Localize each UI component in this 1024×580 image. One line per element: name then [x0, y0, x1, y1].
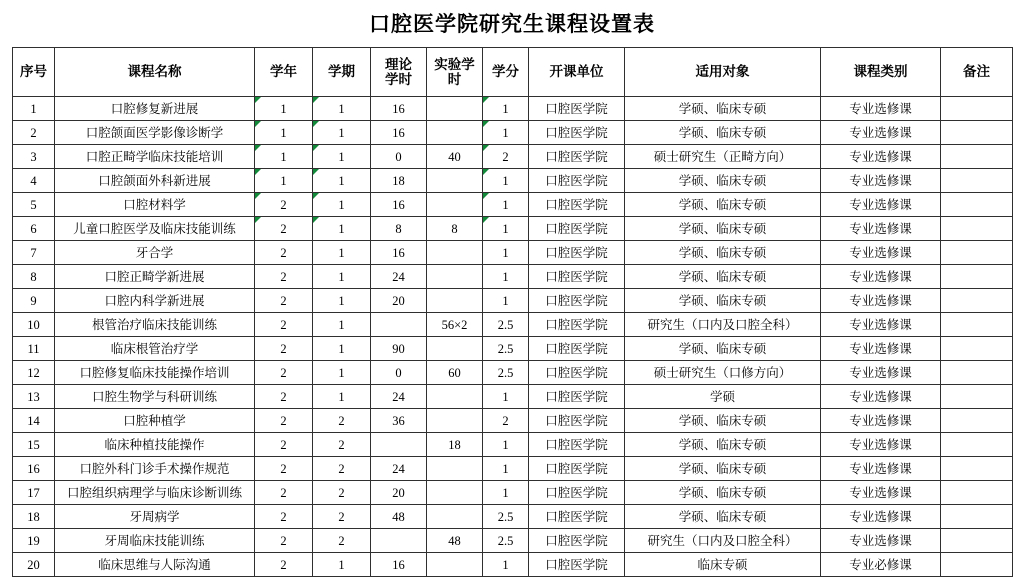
cell-course-name: 根管治疗临床技能训练	[55, 313, 255, 337]
cell-credit: 1	[483, 121, 529, 145]
cell-course-name: 临床思维与人际沟通	[55, 553, 255, 577]
cell-theory-hours: 8	[371, 217, 427, 241]
cell-year: 2	[255, 265, 313, 289]
cell-course-type: 专业选修课	[821, 529, 941, 553]
cell-no: 10	[13, 313, 55, 337]
cell-term: 2	[313, 481, 371, 505]
cell-credit: 1	[483, 193, 529, 217]
cell-course-name: 口腔正畸学临床技能培训	[55, 145, 255, 169]
cell-remark	[941, 313, 1013, 337]
table-row	[13, 457, 1013, 481]
cell-course-type: 专业选修课	[821, 289, 941, 313]
cell-theory-hours: 16	[371, 241, 427, 265]
cell-credit: 1	[483, 553, 529, 577]
cell-target: 学硕、临床专硕	[625, 457, 821, 481]
cell-remark	[941, 457, 1013, 481]
cell-credit: 1	[483, 433, 529, 457]
column-header-credit: 学分	[483, 48, 529, 97]
cell-department: 口腔医学院	[529, 193, 625, 217]
cell-course-type: 专业选修课	[821, 505, 941, 529]
cell-no: 5	[13, 193, 55, 217]
cell-course-name: 牙周临床技能训练	[55, 529, 255, 553]
cell-year: 2	[255, 193, 313, 217]
cell-no: 4	[13, 169, 55, 193]
cell-theory-hours	[371, 529, 427, 553]
cell-target: 学硕、临床专硕	[625, 433, 821, 457]
cell-target: 学硕、临床专硕	[625, 409, 821, 433]
cell-theory-hours: 36	[371, 409, 427, 433]
table-row	[13, 385, 1013, 409]
cell-credit: 2.5	[483, 505, 529, 529]
cell-remark	[941, 169, 1013, 193]
cell-target: 学硕、临床专硕	[625, 289, 821, 313]
cell-course-name: 口腔组织病理学与临床诊断训练	[55, 481, 255, 505]
cell-experiment-hours	[427, 169, 483, 193]
cell-course-type: 专业选修课	[821, 241, 941, 265]
cell-department: 口腔医学院	[529, 433, 625, 457]
cell-theory-hours: 24	[371, 265, 427, 289]
cell-year: 2	[255, 337, 313, 361]
cell-no: 6	[13, 217, 55, 241]
cell-credit: 2.5	[483, 313, 529, 337]
cell-experiment-hours	[427, 193, 483, 217]
cell-experiment-hours	[427, 481, 483, 505]
cell-credit: 1	[483, 481, 529, 505]
cell-course-type: 专业选修课	[821, 361, 941, 385]
cell-term: 2	[313, 457, 371, 481]
cell-year: 2	[255, 529, 313, 553]
cell-term: 1	[313, 385, 371, 409]
cell-no: 16	[13, 457, 55, 481]
cell-experiment-hours	[427, 121, 483, 145]
cell-remark	[941, 145, 1013, 169]
cell-course-name: 牙合学	[55, 241, 255, 265]
cell-target: 硕士研究生（正畸方向）	[625, 145, 821, 169]
cell-target: 学硕、临床专硕	[625, 337, 821, 361]
cell-course-type: 专业必修课	[821, 553, 941, 577]
cell-term: 1	[313, 313, 371, 337]
cell-theory-hours: 90	[371, 337, 427, 361]
column-header-name: 课程名称	[55, 48, 255, 97]
cell-no: 14	[13, 409, 55, 433]
cell-term: 1	[313, 553, 371, 577]
cell-experiment-hours	[427, 241, 483, 265]
cell-credit: 1	[483, 241, 529, 265]
cell-department: 口腔医学院	[529, 457, 625, 481]
cell-theory-hours: 20	[371, 481, 427, 505]
cell-department: 口腔医学院	[529, 361, 625, 385]
cell-year: 1	[255, 169, 313, 193]
cell-department: 口腔医学院	[529, 409, 625, 433]
cell-experiment-hours	[427, 289, 483, 313]
column-header-term: 学期	[313, 48, 371, 97]
table-row	[13, 337, 1013, 361]
cell-year: 2	[255, 241, 313, 265]
cell-remark	[941, 289, 1013, 313]
cell-no: 1	[13, 97, 55, 121]
cell-no: 13	[13, 385, 55, 409]
cell-term: 2	[313, 505, 371, 529]
table-row	[13, 145, 1013, 169]
cell-theory-hours: 16	[371, 193, 427, 217]
table-row	[13, 481, 1013, 505]
cell-theory-hours: 48	[371, 505, 427, 529]
column-header-experiment-line1: 实验学	[434, 56, 475, 72]
column-header-year: 学年	[255, 48, 313, 97]
cell-experiment-hours	[427, 337, 483, 361]
cell-course-name: 口腔修复新进展	[55, 97, 255, 121]
cell-experiment-hours	[427, 409, 483, 433]
table-row	[13, 265, 1013, 289]
cell-department: 口腔医学院	[529, 169, 625, 193]
page-title: 口腔医学院研究生课程设置表	[369, 12, 655, 36]
cell-credit: 1	[483, 457, 529, 481]
cell-term: 1	[313, 361, 371, 385]
cell-experiment-hours	[427, 457, 483, 481]
cell-experiment-hours: 56×2	[427, 313, 483, 337]
cell-department: 口腔医学院	[529, 217, 625, 241]
cell-course-type: 专业选修课	[821, 313, 941, 337]
cell-theory-hours: 0	[371, 145, 427, 169]
cell-remark	[941, 409, 1013, 433]
cell-course-name: 口腔颌面医学影像诊断学	[55, 121, 255, 145]
cell-year: 2	[255, 505, 313, 529]
cell-year: 2	[255, 553, 313, 577]
table-row	[13, 313, 1013, 337]
cell-no: 18	[13, 505, 55, 529]
cell-term: 2	[313, 409, 371, 433]
cell-term: 1	[313, 193, 371, 217]
cell-remark	[941, 337, 1013, 361]
cell-course-type: 专业选修课	[821, 433, 941, 457]
cell-course-name: 口腔生物学与科研训练	[55, 385, 255, 409]
cell-term: 1	[313, 217, 371, 241]
cell-course-type: 专业选修课	[821, 145, 941, 169]
cell-experiment-hours	[427, 385, 483, 409]
cell-theory-hours	[371, 433, 427, 457]
cell-remark	[941, 553, 1013, 577]
cell-theory-hours: 20	[371, 289, 427, 313]
cell-credit: 1	[483, 289, 529, 313]
cell-course-name: 口腔材料学	[55, 193, 255, 217]
cell-year: 2	[255, 217, 313, 241]
cell-department: 口腔医学院	[529, 313, 625, 337]
cell-course-name: 口腔内科学新进展	[55, 289, 255, 313]
cell-department: 口腔医学院	[529, 337, 625, 361]
table-header-row	[13, 48, 1013, 97]
cell-remark	[941, 529, 1013, 553]
cell-target: 学硕、临床专硕	[625, 265, 821, 289]
cell-term: 1	[313, 241, 371, 265]
cell-course-type: 专业选修课	[821, 193, 941, 217]
table-row	[13, 433, 1013, 457]
cell-experiment-hours: 40	[427, 145, 483, 169]
cell-remark	[941, 433, 1013, 457]
table-row	[13, 529, 1013, 553]
cell-experiment-hours	[427, 505, 483, 529]
cell-course-type: 专业选修课	[821, 337, 941, 361]
cell-experiment-hours: 60	[427, 361, 483, 385]
cell-department: 口腔医学院	[529, 241, 625, 265]
cell-remark	[941, 505, 1013, 529]
cell-course-name: 口腔外科门诊手术操作规范	[55, 457, 255, 481]
cell-course-type: 专业选修课	[821, 457, 941, 481]
cell-course-type: 专业选修课	[821, 265, 941, 289]
cell-term: 1	[313, 145, 371, 169]
cell-target: 临床专硕	[625, 553, 821, 577]
cell-remark	[941, 241, 1013, 265]
cell-theory-hours: 16	[371, 121, 427, 145]
cell-term: 1	[313, 169, 371, 193]
cell-term: 1	[313, 265, 371, 289]
cell-course-name: 口腔修复临床技能操作培训	[55, 361, 255, 385]
table-row	[13, 97, 1013, 121]
cell-theory-hours: 24	[371, 385, 427, 409]
cell-experiment-hours	[427, 265, 483, 289]
cell-no: 2	[13, 121, 55, 145]
column-header-theory-line2: 学时	[385, 72, 412, 88]
cell-department: 口腔医学院	[529, 385, 625, 409]
cell-credit: 1	[483, 265, 529, 289]
cell-department: 口腔医学院	[529, 121, 625, 145]
cell-target: 研究生（口内及口腔全科）	[625, 313, 821, 337]
cell-theory-hours: 0	[371, 361, 427, 385]
cell-department: 口腔医学院	[529, 529, 625, 553]
cell-department: 口腔医学院	[529, 145, 625, 169]
cell-experiment-hours	[427, 553, 483, 577]
table-row	[13, 193, 1013, 217]
course-table	[12, 47, 1013, 577]
cell-year: 2	[255, 457, 313, 481]
cell-year: 2	[255, 409, 313, 433]
cell-credit: 1	[483, 169, 529, 193]
cell-department: 口腔医学院	[529, 505, 625, 529]
cell-department: 口腔医学院	[529, 265, 625, 289]
cell-term: 1	[313, 121, 371, 145]
cell-no: 9	[13, 289, 55, 313]
cell-term: 1	[313, 97, 371, 121]
column-header-experiment-hours	[427, 48, 483, 97]
table-row	[13, 241, 1013, 265]
cell-course-name: 临床种植技能操作	[55, 433, 255, 457]
cell-credit: 2	[483, 409, 529, 433]
cell-credit: 1	[483, 385, 529, 409]
cell-term: 2	[313, 529, 371, 553]
column-header-type: 课程类别	[821, 48, 941, 97]
cell-target: 学硕、临床专硕	[625, 505, 821, 529]
cell-remark	[941, 265, 1013, 289]
table-row	[13, 553, 1013, 577]
column-header-target: 适用对象	[625, 48, 821, 97]
cell-course-type: 专业选修课	[821, 121, 941, 145]
cell-term: 2	[313, 433, 371, 457]
cell-remark	[941, 217, 1013, 241]
cell-theory-hours	[371, 313, 427, 337]
cell-target: 学硕、临床专硕	[625, 217, 821, 241]
cell-course-type: 专业选修课	[821, 97, 941, 121]
cell-no: 8	[13, 265, 55, 289]
cell-theory-hours: 16	[371, 553, 427, 577]
cell-year: 2	[255, 313, 313, 337]
table-body	[13, 97, 1013, 577]
cell-department: 口腔医学院	[529, 97, 625, 121]
cell-year: 2	[255, 361, 313, 385]
cell-remark	[941, 481, 1013, 505]
cell-department: 口腔医学院	[529, 289, 625, 313]
cell-year: 2	[255, 481, 313, 505]
cell-term: 1	[313, 289, 371, 313]
cell-credit: 1	[483, 97, 529, 121]
cell-course-name: 口腔种植学	[55, 409, 255, 433]
cell-no: 17	[13, 481, 55, 505]
table-row	[13, 505, 1013, 529]
cell-target: 学硕	[625, 385, 821, 409]
column-header-experiment-line2: 时	[447, 72, 462, 88]
cell-year: 2	[255, 433, 313, 457]
cell-theory-hours: 24	[371, 457, 427, 481]
cell-target: 硕士研究生（口修方向）	[625, 361, 821, 385]
cell-no: 20	[13, 553, 55, 577]
table-row	[13, 361, 1013, 385]
cell-theory-hours: 16	[371, 97, 427, 121]
cell-credit: 2.5	[483, 529, 529, 553]
table-header	[13, 48, 1013, 97]
cell-course-type: 专业选修课	[821, 169, 941, 193]
cell-year: 1	[255, 121, 313, 145]
table-row	[13, 169, 1013, 193]
cell-remark	[941, 361, 1013, 385]
cell-credit: 2.5	[483, 361, 529, 385]
cell-target: 研究生（口内及口腔全科）	[625, 529, 821, 553]
table-row	[13, 409, 1013, 433]
cell-target: 学硕、临床专硕	[625, 481, 821, 505]
cell-year: 1	[255, 97, 313, 121]
cell-course-name: 牙周病学	[55, 505, 255, 529]
cell-remark	[941, 193, 1013, 217]
cell-year: 1	[255, 145, 313, 169]
cell-remark	[941, 121, 1013, 145]
cell-target: 学硕、临床专硕	[625, 193, 821, 217]
cell-no: 19	[13, 529, 55, 553]
column-header-department: 开课单位	[529, 48, 625, 97]
cell-remark	[941, 97, 1013, 121]
cell-course-type: 专业选修课	[821, 409, 941, 433]
cell-department: 口腔医学院	[529, 553, 625, 577]
table-row	[13, 289, 1013, 313]
cell-course-type: 专业选修课	[821, 481, 941, 505]
cell-course-name: 儿童口腔医学及临床技能训练	[55, 217, 255, 241]
cell-experiment-hours: 8	[427, 217, 483, 241]
cell-credit: 1	[483, 217, 529, 241]
cell-credit: 2	[483, 145, 529, 169]
cell-target: 学硕、临床专硕	[625, 241, 821, 265]
cell-target: 学硕、临床专硕	[625, 121, 821, 145]
cell-target: 学硕、临床专硕	[625, 97, 821, 121]
cell-no: 15	[13, 433, 55, 457]
table-row	[13, 121, 1013, 145]
cell-no: 11	[13, 337, 55, 361]
cell-course-type: 专业选修课	[821, 385, 941, 409]
cell-course-name: 口腔颌面外科新进展	[55, 169, 255, 193]
cell-course-name: 临床根管治疗学	[55, 337, 255, 361]
column-header-theory-line1: 理论	[385, 56, 412, 72]
cell-no: 7	[13, 241, 55, 265]
cell-course-type: 专业选修课	[821, 217, 941, 241]
column-header-theory-hours	[371, 48, 427, 97]
cell-experiment-hours: 48	[427, 529, 483, 553]
cell-no: 3	[13, 145, 55, 169]
column-header-remark: 备注	[941, 48, 1013, 97]
cell-theory-hours: 18	[371, 169, 427, 193]
cell-experiment-hours: 18	[427, 433, 483, 457]
table-row	[13, 217, 1013, 241]
column-header-no: 序号	[13, 48, 55, 97]
cell-year: 2	[255, 289, 313, 313]
cell-credit: 2.5	[483, 337, 529, 361]
cell-no: 12	[13, 361, 55, 385]
cell-experiment-hours	[427, 97, 483, 121]
cell-department: 口腔医学院	[529, 481, 625, 505]
cell-course-name: 口腔正畸学新进展	[55, 265, 255, 289]
cell-remark	[941, 385, 1013, 409]
cell-term: 1	[313, 337, 371, 361]
cell-target: 学硕、临床专硕	[625, 169, 821, 193]
cell-year: 2	[255, 385, 313, 409]
